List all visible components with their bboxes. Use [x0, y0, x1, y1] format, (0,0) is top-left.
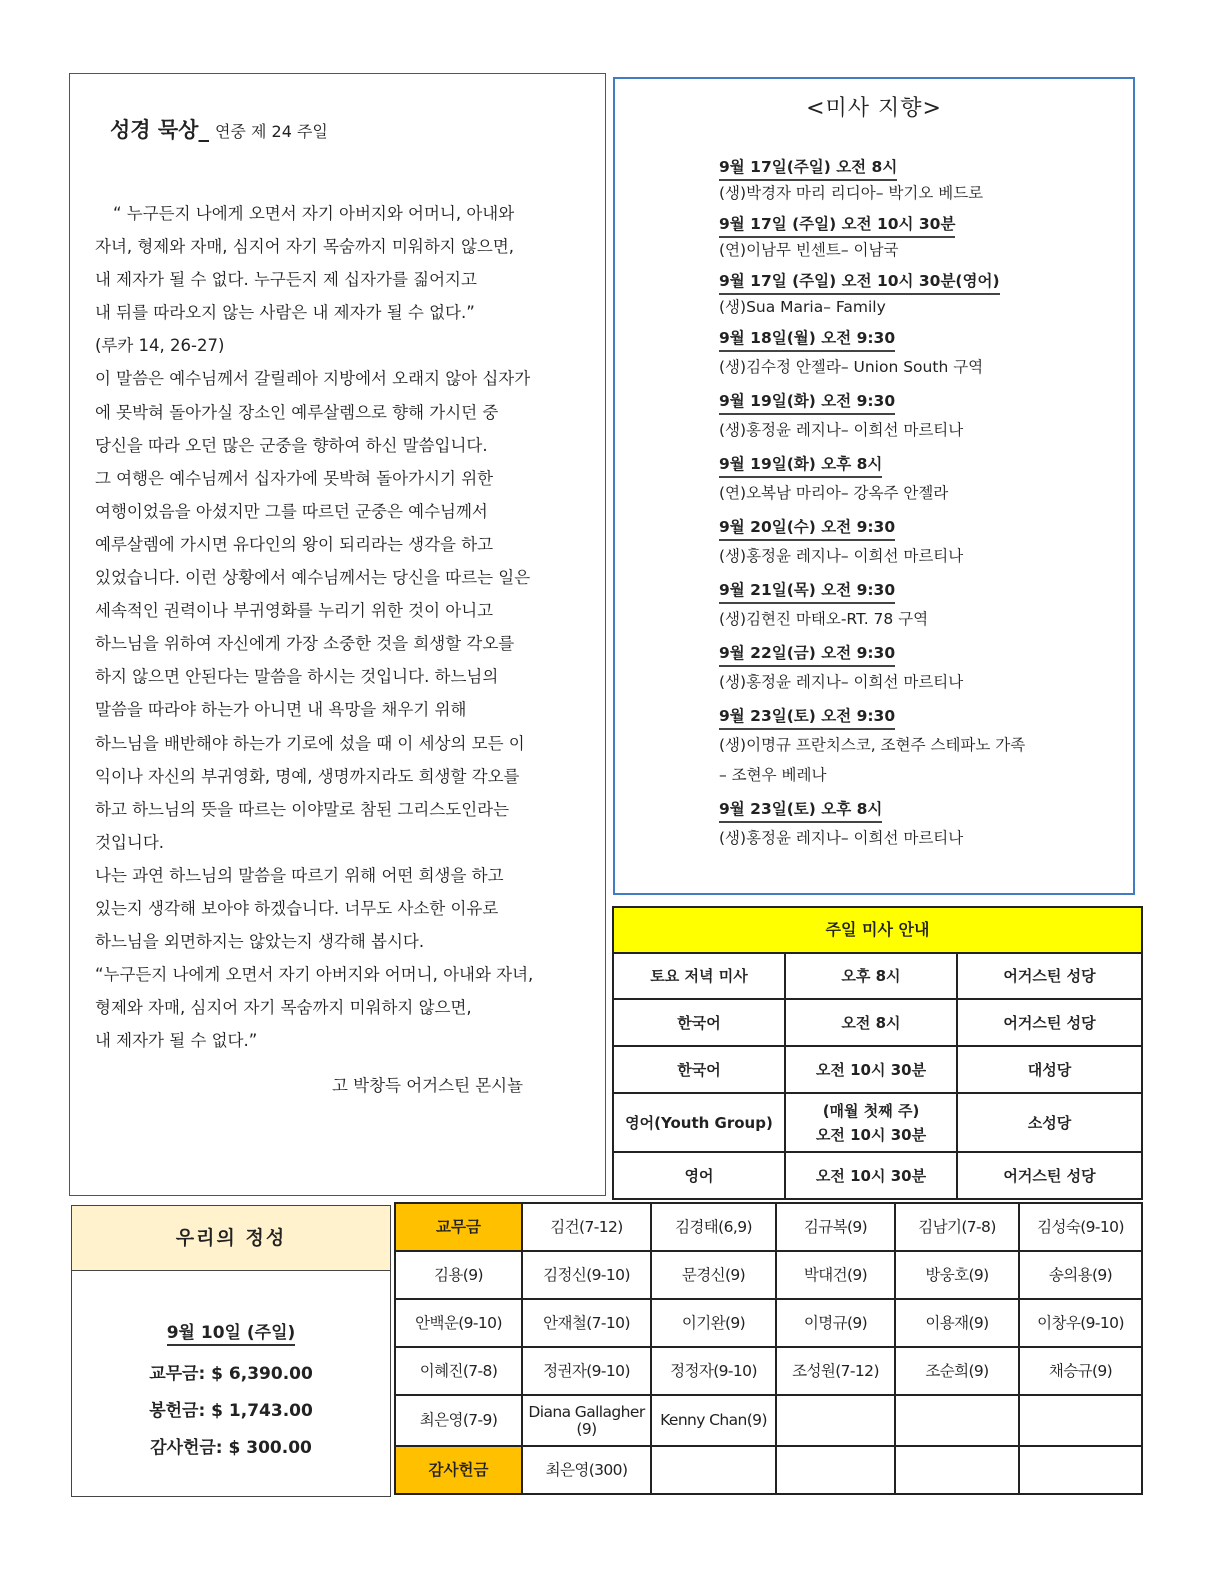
intention-detail: (연)이남무 빈센트– 이남국 [719, 241, 899, 259]
intention-detail: (생)홍정윤 레지나– 이희선 마르티나 [719, 673, 964, 691]
sunday-mass-cell: 영어(Youth Group) [613, 1093, 785, 1152]
donor-cell [776, 1446, 895, 1494]
intention-item [719, 642, 1025, 697]
sunday-mass-table [612, 906, 1143, 1200]
offering-line-tithe: 교무금: $ 6,390.00 [149, 1364, 313, 1384]
intention-date: 9월 19일(화) 오후 8시 [719, 453, 882, 478]
sunday-mass-cell: 한국어 [613, 999, 785, 1046]
donor-row [395, 1347, 1142, 1395]
intention-item [719, 156, 1025, 205]
meditation-line: 있는지 생각해 보아야 하겠습니다. 너무도 사소한 이유로 [95, 898, 499, 918]
sunday-mass-cell: 오전 8시 [785, 999, 957, 1046]
intention-detail: (생)홍정윤 레지나– 이희선 마르티나 [719, 547, 964, 565]
donor-cell: 김규복(9) [776, 1203, 895, 1251]
sunday-mass-row [613, 1093, 1142, 1152]
sunday-mass-cell: 소성당 [957, 1093, 1142, 1152]
donor-row [395, 1395, 1142, 1446]
sunday-mass-cell: 어거스틴 성당 [957, 953, 1142, 999]
intention-item [719, 390, 1025, 445]
intention-item [719, 327, 1025, 382]
donor-cell: Kenny Chan(9) [651, 1395, 776, 1446]
donor-cell: 이혜진(7-8) [395, 1347, 522, 1395]
donor-cell: 김남기(7-8) [895, 1203, 1019, 1251]
meditation-heading: 성경 묵상_ [110, 118, 209, 142]
intention-item [719, 270, 1025, 319]
donor-row [395, 1299, 1142, 1347]
intention-date: 9월 23일(토) 오전 9:30 [719, 705, 895, 730]
donor-cell: 문경신(9) [651, 1251, 776, 1299]
donor-cell [1019, 1395, 1142, 1446]
donor-cell: Diana Gallagher (9) [522, 1395, 651, 1446]
intention-date: 9월 19일(화) 오전 9:30 [719, 390, 895, 415]
meditation-line: 하고 하느님의 뜻을 따르는 이야말로 참된 그리스도인라는 [95, 799, 510, 819]
intention-date: 9월 20일(수) 오전 9:30 [719, 516, 895, 541]
donor-row [395, 1446, 1142, 1494]
sunday-mass-cell: 토요 저녁 미사 [613, 953, 785, 999]
donor-cell [651, 1446, 776, 1494]
donor-cell: 채승규(9) [1019, 1347, 1142, 1395]
donor-row [395, 1203, 1142, 1251]
donor-row [395, 1251, 1142, 1299]
intention-detail: (생)박경자 마리 리디아– 박기오 베드로 [719, 184, 984, 202]
meditation-line: 것입니다. [95, 832, 165, 852]
meditation-line: 내 제자가 될 수 없다.” [95, 1031, 258, 1051]
donor-cell: 최은영(7-9) [395, 1395, 522, 1446]
offering-summary [71, 1205, 391, 1497]
sunday-mass-cell: 오후 8시 [785, 953, 957, 999]
meditation-title [110, 114, 328, 144]
meditation-line: 말씀을 따라야 하는가 아니면 내 욕망을 채우기 위해 [95, 700, 467, 720]
sunday-mass-cell: 오전 10시 30분 [785, 1152, 957, 1199]
donor-cell: 이창우(9-10) [1019, 1299, 1142, 1347]
sunday-mass-cell: 한국어 [613, 1046, 785, 1093]
donor-cell: 이기완(9) [651, 1299, 776, 1347]
intention-item [719, 516, 1025, 571]
meditation-line: 자녀, 형제와 자매, 심지어 자기 목숨까지 미워하지 않으면, [95, 237, 515, 257]
intention-detail: (연)오복남 마리아– 강옥주 안젤라 [719, 484, 949, 502]
sunday-mass-row [613, 1152, 1142, 1199]
donor-category-label: 교무금 [395, 1203, 522, 1251]
sunday-mass-cell: 대성당 [957, 1046, 1142, 1093]
donor-cell [1019, 1446, 1142, 1494]
intention-date: 9월 23일(토) 오후 8시 [719, 798, 882, 823]
intention-date: 9월 17일 (주일) 오전 10시 30분(영어) [719, 270, 1000, 295]
donor-table [394, 1202, 1143, 1495]
intention-detail: – 조현우 베레나 [719, 766, 827, 784]
donor-cell: 김경태(6,9) [651, 1203, 776, 1251]
intention-date: 9월 18일(월) 오전 9:30 [719, 327, 895, 352]
sunday-mass-cell: 어거스틴 성당 [957, 1152, 1142, 1199]
intention-detail: (생)김수정 안젤라– Union South 구역 [719, 358, 984, 376]
meditation-line: 형제와 자매, 심지어 자기 목숨까지 미워하지 않으면, [95, 998, 472, 1018]
intention-date: 9월 17일(주일) 오전 8시 [719, 156, 897, 181]
meditation-line: 하느님을 외면하지는 않았는지 생각해 봅시다. [95, 932, 425, 952]
meditation-line: 있었습니다. 이런 상황에서 예수님께서는 당신을 따르는 일은 [95, 568, 531, 588]
donor-cell [776, 1395, 895, 1446]
intention-detail: (생)홍정윤 레지나– 이희선 마르티나 [719, 421, 964, 439]
meditation-line: 내 제자가 될 수 없다. 누구든지 제 십자가를 짊어지고 [95, 270, 477, 290]
donor-cell: 이명규(9) [776, 1299, 895, 1347]
intention-date: 9월 21일(목) 오전 9:30 [719, 579, 895, 604]
meditation-line: 세속적인 권력이나 부귀영화를 누리기 위한 것이 아니고 [95, 601, 494, 621]
donor-cell: 김건(7-12) [522, 1203, 651, 1251]
meditation-line: “누구든지 나에게 오면서 자기 아버지와 어머니, 아내와 자녀, [95, 965, 534, 985]
donor-cell: 송의용(9) [1019, 1251, 1142, 1299]
donor-cell: 안재철(7-10) [522, 1299, 651, 1347]
offering-line-collection: 봉헌금: $ 1,743.00 [149, 1401, 313, 1421]
sunday-mass-cell: (매월 첫째 주) 오전 10시 30분 [785, 1093, 957, 1152]
donor-cell: 최은영(300) [522, 1446, 651, 1494]
offering-date: 9월 10일 (주일) [72, 1318, 390, 1343]
sunday-mass-cell: 영어 [613, 1152, 785, 1199]
meditation-line: 그 여행은 예수님께서 십자가에 못박혀 돌아가시기 위한 [95, 468, 494, 488]
intention-date: 9월 22일(금) 오전 9:30 [719, 642, 895, 667]
meditation-line: 나는 과연 하느님의 말씀을 따르기 위해 어떤 희생을 하고 [95, 865, 504, 885]
intention-detail: (생)김현진 마태오-RT. 78 구역 [719, 610, 929, 628]
donor-cell: 조성원(7-12) [776, 1347, 895, 1395]
donor-cell: 조순희(9) [895, 1347, 1019, 1395]
intention-item [719, 705, 1025, 790]
intention-detail: (생)홍정윤 레지나– 이희선 마르티나 [719, 829, 964, 847]
sunday-mass-row [613, 999, 1142, 1046]
offering-line-thanksgiving: 감사헌금: $ 300.00 [150, 1438, 312, 1458]
donor-cell [895, 1446, 1019, 1494]
sunday-mass-cell: 어거스틴 성당 [957, 999, 1142, 1046]
intention-item [719, 453, 1025, 508]
meditation-line: 하느님을 위하여 자신에게 가장 소중한 것을 희생할 각오를 [95, 634, 515, 654]
mass-intentions-box [613, 77, 1135, 895]
intention-detail: (생)이명규 프란치스코, 조현주 스테파노 가족 [719, 736, 1026, 754]
sunday-mass-row [613, 1046, 1142, 1093]
mass-intentions-title: <미사 지향> [806, 96, 942, 121]
intention-date: 9월 17일 (주일) 오전 10시 30분 [719, 213, 955, 238]
meditation-line: 에 못박혀 돌아가실 장소인 예루살렘으로 향해 가시던 중 [95, 402, 499, 422]
meditation-line: 여행이었음을 아셨지만 그를 따르던 군중은 예수님께서 [95, 501, 488, 521]
meditation-line: 이 말씀은 예수님께서 갈릴레아 지방에서 오래지 않아 십자가 [95, 369, 531, 389]
meditation-text [95, 197, 533, 1057]
meditation-line: 익이나 자신의 부귀영화, 명예, 생명까지라도 희생할 각오를 [95, 766, 520, 786]
intention-item [719, 213, 1025, 262]
mass-intentions-list [719, 156, 1025, 861]
meditation-line: 하느님을 배반해야 하는가 기로에 섰을 때 이 세상의 모든 이 [95, 733, 525, 753]
sunday-mass-cell: 오전 10시 30분 [785, 1046, 957, 1093]
meditation-line: 예루살렘에 가시면 유다인의 왕이 되리라는 생각을 하고 [95, 534, 494, 554]
donor-category-label: 감사헌금 [395, 1446, 522, 1494]
donor-cell [895, 1395, 1019, 1446]
intention-detail: (생)Sua Maria– Family [719, 298, 886, 316]
donor-cell: 안백운(9-10) [395, 1299, 522, 1347]
donor-cell: 정권자(9-10) [522, 1347, 651, 1395]
donor-cell: 김정신(9-10) [522, 1251, 651, 1299]
meditation-subtitle: 연중 제 24 주일 [214, 122, 328, 141]
offering-title: 우리의 정성 [72, 1206, 390, 1271]
meditation-line: 당신을 따라 오던 많은 군중을 향하여 하신 말씀입니다. [95, 435, 488, 455]
donor-cell: 김용(9) [395, 1251, 522, 1299]
donor-cell: 이용재(9) [895, 1299, 1019, 1347]
meditation-line: 하지 않으면 안된다는 말씀을 하시는 것입니다. 하느님의 [95, 667, 499, 687]
meditation-line: (루카 14, 26-27) [95, 336, 225, 356]
meditation-signature: 고 박창득 어거스틴 몬시뇰 [332, 1076, 524, 1095]
donor-cell: 김성숙(9-10) [1019, 1203, 1142, 1251]
sunday-mass-title: 주일 미사 안내 [613, 907, 1142, 953]
donor-cell: 방웅호(9) [895, 1251, 1019, 1299]
meditation-box [69, 73, 606, 1196]
donor-cell: 박대건(9) [776, 1251, 895, 1299]
sunday-mass-row [613, 953, 1142, 999]
donor-cell: 정정자(9-10) [651, 1347, 776, 1395]
intention-item [719, 579, 1025, 634]
intention-item [719, 798, 1025, 853]
meditation-line: 내 뒤를 따라오지 않는 사람은 내 제자가 될 수 없다.” [95, 303, 475, 323]
meditation-line: “ 누구든지 나에게 오면서 자기 아버지와 어머니, 아내와 [113, 204, 515, 223]
